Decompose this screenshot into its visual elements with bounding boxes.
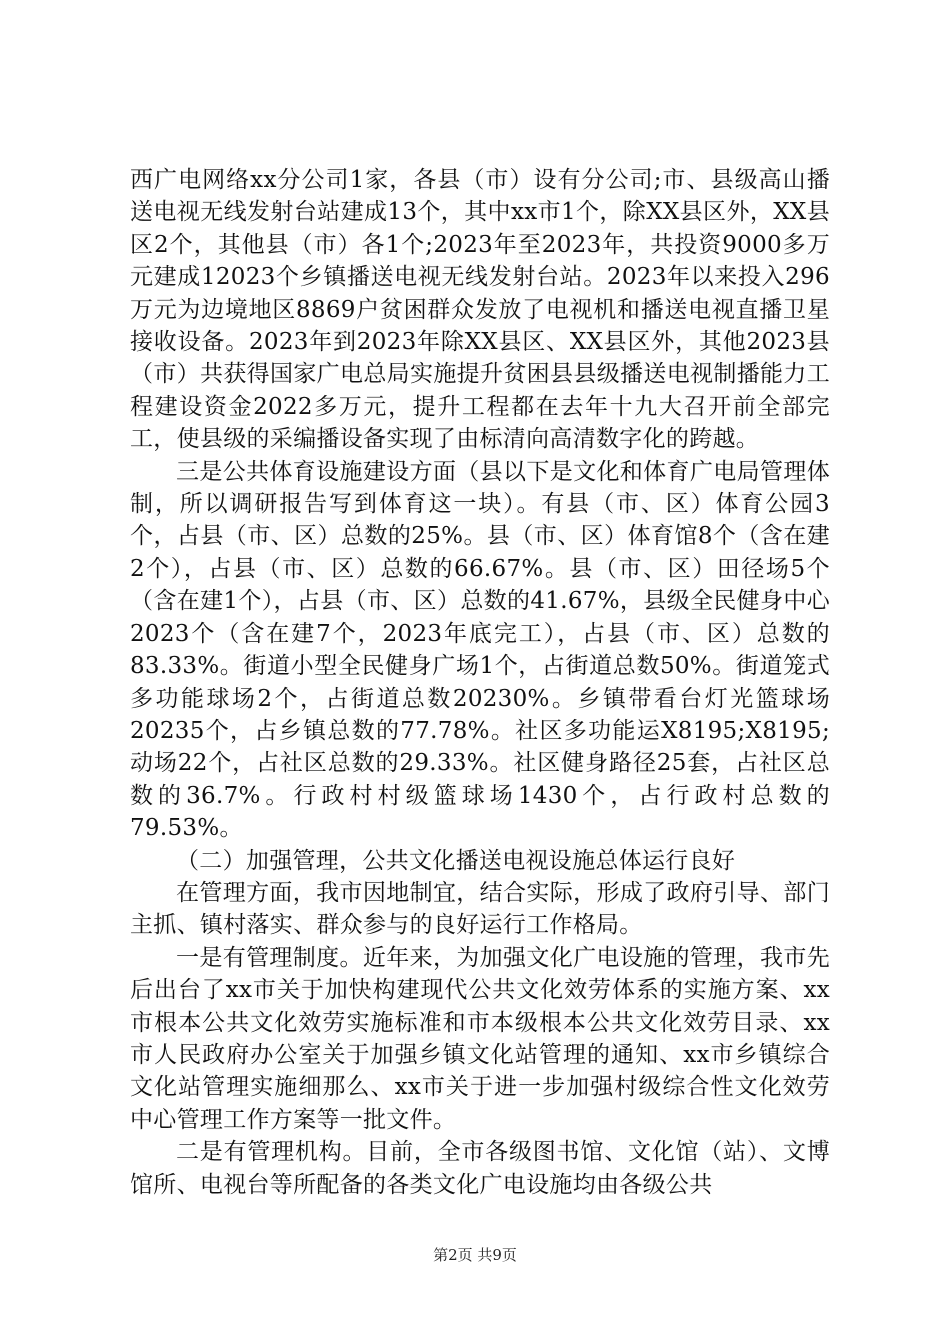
paragraph-management-rules: 一是有管理制度。近年来，为加强文化广电设施的管理，我市先后出台了xx市关于加快构建现代公共文化效劳体系的实施方案、xx市根本公共文化效劳实施标准和市本级根本公共文化效劳目录、xx市人民政府办公室关于加强乡镇文化站管理的通知、xx市乡镇综合文化站管理实施细那么、xx市关于进一步加强村级综合性文化效劳中心管理工作方案等一批文件。 [130,944,830,1133]
paragraph-management-agencies: 二是有管理机构。目前，全市各级图书馆、文化馆（站）、文博馆所、电视台等所配备的各类文化广电设施均由各级公共 [130,1139,830,1198]
document-body [130,164,830,1201]
section-heading-management: （二）加强管理，公共文化播送电视设施总体运行良好 [176,847,736,874]
paragraph-broadcast-facilities: 西广电网络xx分公司1家，各县（市）设有分公司;市、县级高山播送电视无线发射台站建成13个，其中xx市1个，除XX县区外，XX县区2个，其他县（市）各1个;2023年至2023年，共投资9000多万元建成12023个乡镇播送电视无线发射台站。2023年以来投入296万元为边境地区8869户贫困群众发放了电视机和播送电视直播卫星接收设备。2023年到2023年除XX县区、XX县区外，其他2023县（市）共获得国家广电总局实施提升贫困县县级播送电视制播能力工程建设资金2022多万元，提升工程都在去年十九大召开前全部完工，使县级的采编播设备实现了由标清向高清数字化的跨越。 [130,167,830,453]
paragraph-management-intro: 在管理方面，我市因地制宜，结合实际，形成了政府引导、部门主抓、镇村落实、群众参与的良好运行工作格局。 [130,879,830,939]
paragraph-sports-facilities: 三是公共体育设施建设方面（县以下是文化和体育广电局管理体制，所以调研报告写到体育这一块）。有县（市、区）体育公园3个，占县（市、区）总数的25%。县（市、区）体育馆8个（含在建2个），占县（市、区）总数的66.67%。县（市、区）田径场5个（含在建1个），占县（市、区）总数的41.67%，县级全民健身中心2023个（含在建7个，2023年底完工），占县（市、区）总数的83.33%。街道小型全民健身广场1个，占街道总数50%。街道笼式多功能球场2个，占街道总数20230%。乡镇带看台灯光篮球场20235个，占乡镇总数的77.78%。社区多功能运X8195;X8195;动场22个，占社区总数的29.33%。社区健身路径25套，占社区总数的36.7%。行政村村级篮球场1430个，占行政村总数的79.53%。 [130,458,830,842]
page-footer: 第2页 共9页 [433,1246,517,1264]
